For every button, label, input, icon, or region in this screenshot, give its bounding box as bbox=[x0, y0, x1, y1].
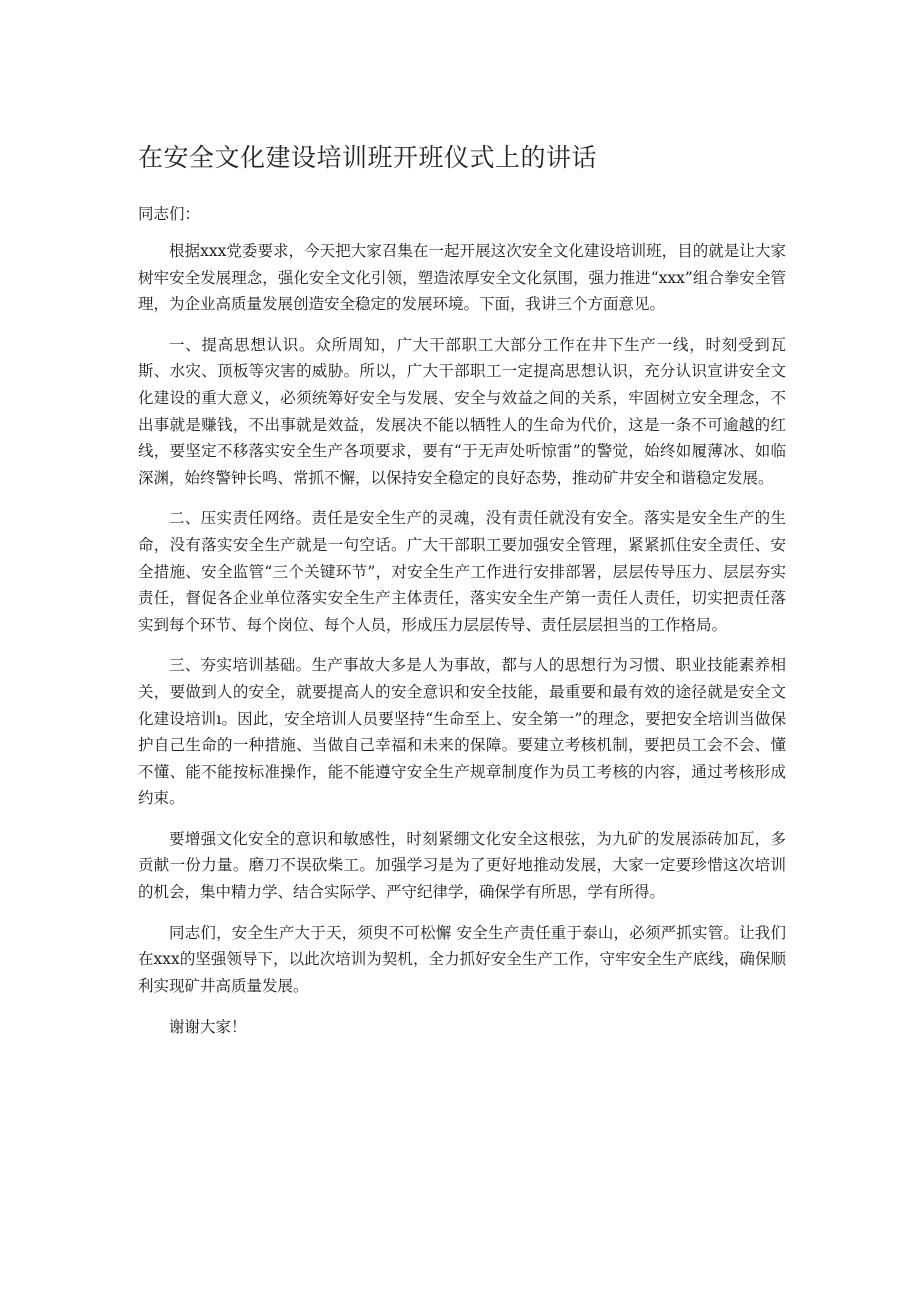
paragraph-culture-security: 要增强文化安全的意识和敏感性，时刻紧绷文化安全这根弦，为九矿的发展添砖加瓦，多贡献一份力量。磨刀不误砍柴工。加强学习是为了更好地推动发展，大家一定要珍惜这次培训的机会，集中精力学、结合实际学、严守纪律学，确保学有所思，学有所得。 bbox=[138, 829, 786, 902]
paragraph-point-two: 二、压实责任网络。责任是安全生产的灵魂，没有责任就没有安全。落实是安全生产的生命，没有落实安全生产就是一句空话。广大干部职工要加强安全管理，紧紧抓住安全责任、安全措施、安全监管“三个关键环节”，对安全生产工作进行安排部署，层层传导压力、层层夯实责任，督促各企业单位落实安全生产主体责任，落实安全生产第一责任人责任，切实把责任落实到每个环节、每个岗位、每个人员，形成压力层层传导、责任层层担当的工作格局。 bbox=[138, 509, 786, 634]
paragraph-conclusion: 同志们，安全生产大于天，须臾不可松懈 安全生产责任重于泰山，必须严抓实管。让我们在xxx的坚强领导下，以此次培训为契机，全力抓好安全生产工作，守牢安全生产底线，确保顺利实现矿井高质量发展。 bbox=[138, 923, 786, 995]
paragraph-point-three: 三、夯实培训基础。生产事故大多是人为事故，都与人的思想行为习惯、职业技能素养相关，要做到人的安全，就要提高人的安全意识和安全技能，最重要和最有效的途径就是安全文化建设培训ı。因此，安全培训人员要坚持“生命至上、安全第一”的理念，要把安全培训当做保护自己生命的一种措施、当做自己幸福和未来的保障。要建立考核机制，要把员工会不会、懂不懂、能不能按标准操作，能不能遵守安全生产规章制度作为员工考核的内容，通过考核形成约束。 bbox=[138, 656, 786, 808]
closing-thanks: 谢谢大家！ bbox=[169, 1018, 247, 1037]
document-page bbox=[138, 138, 786, 1041]
salutation: 同志们： bbox=[138, 205, 201, 223]
paragraph-intro: 根据xxx党委要求，今天把大家召集在一起开展这次安全文化建设培训班，目的就是让大家树牢安全发展理念，强化安全文化引领，塑造浓厚安全文化氛围，强力推进“xxx”组合拳安全管理，为企业高质量发展创造安全稳定的发展环境。下面，我讲三个方面意见。 bbox=[138, 242, 786, 314]
document-title: 在安全文化建设培训班开班仪式上的讲话 bbox=[138, 143, 598, 172]
paragraph-point-one: 一、提高思想认识。众所周知，广大干部职工大部分工作在井下生产一线，时刻受到瓦斯、水灾、顶板等灾害的威胁。所以，广大干部职工一定提高思想认识，充分认识宣讲安全文化建设的重大意义，必须统筹好安全与发展、安全与效益之间的关系，牢固树立安全理念，不出事就是赚钱，不出事就是效益，发展决不能以牺牲人的生命为代价，这是一条不可逾越的红线，要坚定不移落实安全生产各项要求，要有“于无声处听惊雷”的警觉，始终如履薄冰、如临深渊，始终警钟长鸣、常抓不懈，以保持安全稳定的良好态势，推动矿井安全和谐稳定发展。 bbox=[138, 335, 786, 487]
